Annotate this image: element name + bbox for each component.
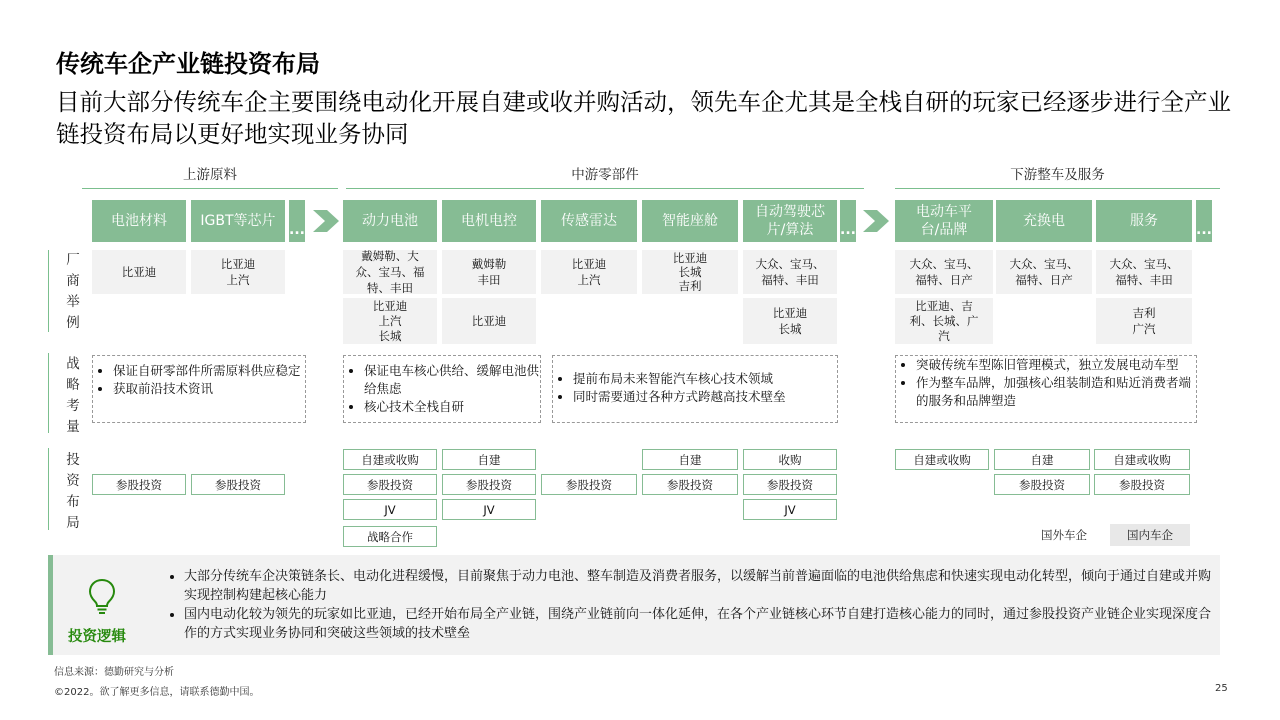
maker-cell — [541, 250, 637, 294]
maker-cell — [743, 298, 837, 344]
legend-domestic: 国内车企 — [1110, 524, 1190, 546]
maker-cell — [895, 250, 993, 294]
row-label-investment: 投资布局 — [66, 452, 80, 531]
section-upstream: 上游原料 — [183, 167, 237, 183]
maker-name: 吉利 — [678, 279, 702, 293]
invest-box: 参股投资 — [92, 474, 186, 495]
header-adas: 自动驾驶芯片/算法 — [743, 200, 837, 242]
strategy-point: • 同时需要通过各种方式跨越高技术壁垒 — [573, 388, 837, 406]
strategy-bubble-mid-a — [343, 355, 541, 423]
section-midstream: 中游零部件 — [571, 167, 639, 183]
page-number: 25 — [1215, 683, 1228, 694]
strategy-point: • 作为整车品牌，加强核心组装制造和贴近消费者端的服务和品牌塑造 — [916, 374, 1196, 410]
invest-box: JV — [442, 499, 536, 520]
header-power-battery: 动力电池 — [343, 200, 437, 242]
invest-box: 参股投资 — [743, 474, 837, 495]
row-investment-bar — [48, 448, 49, 530]
maker-name: 大众、宝马、福特、日产 — [1009, 257, 1079, 287]
maker-name: 戴姆勒 — [471, 257, 507, 271]
lightbulb-icon — [88, 578, 116, 616]
invest-box: 自建 — [442, 449, 536, 470]
strategy-point: • 核心技术全栈自研 — [364, 398, 540, 416]
invest-box: 参股投资 — [642, 474, 738, 495]
row-makers-bar — [48, 250, 49, 332]
maker-name: 上汽 — [226, 273, 250, 287]
maker-name: 长城 — [778, 322, 802, 336]
section-midstream-line — [346, 188, 864, 189]
maker-name: 大众、宝马、福特、丰田 — [1109, 257, 1179, 287]
strategy-point: • 保证自研零部件所需原料供应稳定 — [113, 362, 305, 380]
maker-cell — [1096, 250, 1192, 294]
strategy-bubble-mid-b — [552, 355, 838, 423]
header-igbt: IGBT等芯片 — [191, 200, 285, 242]
invest-box: 自建或收购 — [1094, 449, 1190, 470]
copyright: ©2022。欲了解更多信息，请联系德勤中国。 — [54, 687, 260, 698]
legend-foreign: 国外车企 — [1024, 524, 1104, 546]
maker-name: 比亚迪 — [471, 314, 507, 328]
invest-box: 战略合作 — [343, 526, 437, 547]
maker-name: 大众、宝马、福特、日产 — [909, 257, 979, 287]
maker-name: 比亚迪 — [571, 257, 607, 271]
maker-cell — [442, 250, 536, 294]
header-ev-platform: 电动车平台/品牌 — [895, 200, 993, 242]
maker-name: 比亚迪 — [672, 251, 708, 265]
header-cockpit: 智能座舱 — [642, 200, 738, 242]
maker-cell — [895, 298, 993, 344]
investment-logic-panel — [48, 555, 1220, 655]
invest-box: 自建 — [994, 449, 1090, 470]
strategy-point: • 获取前沿技术资讯 — [113, 380, 305, 398]
invest-box: 收购 — [743, 449, 837, 470]
row-label-makers: 厂商举例 — [66, 252, 80, 331]
maker-cell — [442, 298, 536, 344]
maker-name: 比亚迪、吉利、长城、广汽 — [909, 298, 979, 343]
invest-box: JV — [743, 499, 837, 520]
maker-name: 比亚迪 — [220, 257, 256, 271]
logic-label: 投资逻辑 — [68, 629, 126, 645]
chevron-right-icon — [863, 210, 889, 232]
header-more-midstream: ... — [840, 200, 856, 242]
header-service: 服务 — [1096, 200, 1192, 242]
invest-box: 自建或收购 — [343, 449, 437, 470]
logic-point: • 国内电动化较为领先的玩家如比亚迪，已经开始布局全产业链，围绕产业链前向一体化延伸，在各个产业链核心环节自建打造核心能力的同时，通过参股投资产业链企业实现深度合作的方式实现业务协同和突破这些领域的技术壁垒 — [184, 605, 1214, 643]
logic-accent-bar — [48, 555, 53, 655]
maker-name: 戴姆勒、大众、宝马、福特、丰田 — [355, 249, 425, 295]
invest-box: 参股投资 — [1094, 474, 1190, 495]
strategy-point: • 突破传统车型陈旧管理模式，独立发展电动车型 — [916, 356, 1196, 374]
maker-cell — [743, 250, 837, 294]
strategy-bubble-upstream — [92, 355, 306, 423]
invest-box: 参股投资 — [994, 474, 1090, 495]
maker-name: 上汽 — [577, 273, 601, 287]
header-more-downstream: ... — [1196, 200, 1212, 242]
strategy-point: • 保证电车核心供给、缓解电池供给焦虑 — [364, 362, 540, 398]
section-downstream: 下游整车及服务 — [1010, 167, 1105, 183]
page-title: 传统车企产业链投资布局 — [56, 50, 320, 78]
maker-cell — [343, 298, 437, 344]
maker-name: 长城 — [678, 265, 702, 279]
header-motor-control: 电机电控 — [442, 200, 536, 242]
maker-name: 吉利 — [1132, 306, 1156, 320]
maker-name: 长城 — [378, 328, 402, 343]
source-note: 信息来源：德勤研究与分析 — [54, 667, 174, 678]
maker-cell — [642, 250, 738, 294]
maker-cell — [1096, 298, 1192, 344]
page-subtitle: 目前大部分传统车企主要围绕电动化开展自建或收并购活动，领先车企尤其是全栈自研的玩家已经逐步进行全产业链投资布局以更好地实现业务协同 — [56, 88, 1231, 148]
maker-cell — [92, 250, 186, 294]
invest-box: 参股投资 — [541, 474, 637, 495]
header-lidar: 传感雷达 — [541, 200, 637, 242]
invest-box: 自建或收购 — [895, 449, 989, 470]
maker-name: 上汽 — [378, 313, 402, 328]
section-upstream-line — [82, 188, 338, 189]
invest-box: JV — [343, 499, 437, 520]
invest-box: 参股投资 — [191, 474, 285, 495]
maker-cell — [343, 250, 437, 294]
maker-name: 广汽 — [1132, 322, 1156, 336]
maker-name: 丰田 — [477, 273, 501, 287]
invest-box: 参股投资 — [343, 474, 437, 495]
strategy-bubble-downstream — [895, 355, 1197, 423]
maker-name: 比亚迪 — [372, 298, 408, 313]
row-label-strategy: 战略考量 — [66, 356, 80, 435]
maker-cell — [996, 250, 1092, 294]
chevron-right-icon — [313, 210, 339, 232]
maker-cell — [191, 250, 285, 294]
section-downstream-line — [895, 188, 1220, 189]
strategy-point: • 提前布局未来智能汽车核心技术领域 — [573, 370, 837, 388]
invest-box: 自建 — [642, 449, 738, 470]
invest-box: 参股投资 — [442, 474, 536, 495]
maker-name: 大众、宝马、福特、丰田 — [755, 257, 825, 287]
header-battery-material: 电池材料 — [92, 200, 186, 242]
header-more-upstream: ... — [289, 200, 305, 242]
maker-name: 比亚迪 — [121, 265, 157, 279]
maker-name: 比亚迪 — [772, 306, 808, 320]
row-strategy-bar — [48, 353, 49, 433]
header-swap: 充换电 — [996, 200, 1092, 242]
logic-point: • 大部分传统车企决策链条长、电动化进程缓慢，目前聚焦于动力电池、整车制造及消费者服务，以缓解当前普遍面临的电池供给焦虑和快速实现电动化转型，倾向于通过自建或并购实现控制构建起核心能力 — [184, 567, 1214, 605]
